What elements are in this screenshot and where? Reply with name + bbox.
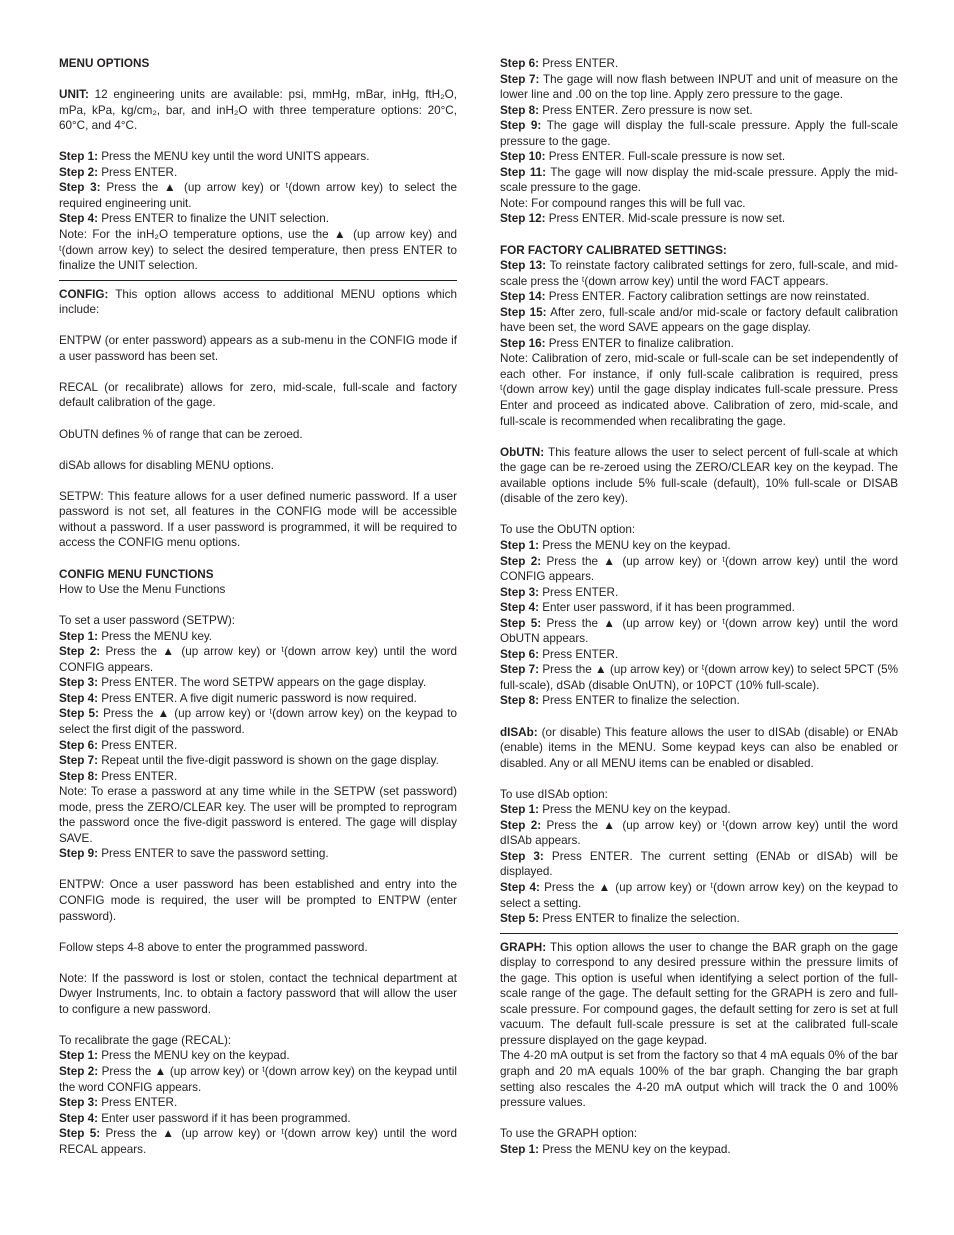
body-text: To use the GRAPH option:	[500, 1127, 638, 1141]
paragraph-spacer	[59, 318, 457, 334]
bold-label: Step 4:	[59, 691, 98, 705]
body-text: Press the ▲ (up arrow key) or ᵗ(down arrow key) on the keypad to select a setting.	[500, 880, 899, 910]
text-paragraph	[59, 56, 457, 72]
body-text: Press ENTER. Factory calibration settings are now reinstated.	[545, 290, 870, 304]
body-text: Press ENTER to finalize the selection.	[538, 912, 740, 926]
body-text: The gage will now display the mid-scale pressure. Apply the mid-scale pressure to the gage.	[500, 165, 898, 195]
text-paragraph	[59, 738, 457, 754]
text-paragraph	[59, 1033, 457, 1049]
bold-label: Step 14:	[500, 290, 546, 304]
bold-label: Step 16:	[500, 336, 546, 350]
body-text: Press the ▲ (up arrow key) or ᵗ(down arrow key) to select 5PCT (5% full-scale), dSAb (disable OnUTN), or 10PCT (10% full-scale).	[500, 663, 899, 692]
paragraph-spacer	[59, 442, 457, 458]
text-paragraph	[59, 769, 457, 785]
bold-label: Step 1:	[59, 1049, 98, 1063]
paragraph-spacer	[59, 955, 457, 971]
bold-label: MENU OPTIONS	[59, 57, 150, 70]
body-text: Press the MENU key on the keypad.	[97, 1049, 290, 1063]
text-paragraph	[59, 458, 457, 474]
text-paragraph	[500, 445, 898, 507]
body-text: 12 engineering units are available: psi, mmHg, mBar, inHg, ftH₂O, mPa, kPa, kg/cm₂, bar, and inH₂O with three temperature options: 20°C, 60°C, and 4°C.	[59, 88, 457, 133]
bold-label: Step 5:	[500, 616, 542, 630]
bold-label: Step 7:	[500, 663, 540, 677]
text-paragraph	[59, 846, 457, 862]
text-paragraph	[500, 849, 898, 880]
text-paragraph	[59, 877, 457, 924]
body-text: ENTPW: Once a user password has been established and entry into the CONFIG mode is required, the user will be prompted to ENTPW (enter password).	[59, 878, 457, 923]
body-text: Press ENTER to save the password setting.	[97, 847, 329, 861]
body-text: ENTPW (or enter password) appears as a sub-menu in the CONFIG mode if a user password has been set.	[59, 334, 457, 363]
body-text: ObUTN defines % of range that can be zeroed.	[59, 427, 303, 441]
body-text: How to Use the Menu Functions	[59, 583, 226, 597]
text-paragraph	[59, 582, 457, 598]
text-paragraph	[500, 693, 898, 709]
text-paragraph	[500, 538, 898, 554]
bold-label: Step 2:	[500, 554, 542, 568]
bold-label: Step 1:	[500, 803, 539, 817]
text-paragraph	[500, 725, 898, 772]
text-paragraph	[500, 211, 898, 227]
body-text: Press the ▲ (up arrow key) or ᵗ(down arrow key) to select the required engineering unit.	[59, 181, 457, 210]
bold-label: Step 4:	[59, 1111, 98, 1125]
text-paragraph	[59, 675, 457, 691]
bold-label: Step 3:	[59, 1096, 98, 1110]
body-text: This option allows access to additional MENU options which include:	[59, 287, 457, 317]
text-paragraph	[59, 489, 457, 551]
body-text: Press ENTER to finalize the UNIT selection.	[97, 212, 329, 226]
paragraph-spacer	[59, 134, 457, 150]
text-paragraph	[500, 165, 898, 196]
text-paragraph	[500, 554, 898, 585]
body-text: Press ENTER. Full-scale pressure is now set.	[545, 150, 786, 164]
body-text: Press ENTER. A five digit numeric password is now required.	[97, 691, 417, 705]
text-paragraph	[500, 616, 898, 647]
bold-label: Step 7:	[500, 72, 540, 86]
bold-label: CONFIG MENU FUNCTIONS	[59, 567, 214, 581]
body-text: The 4-20 mA output is set from the factory so that 4 mA equals 0% of the bar graph and 20 mA equals 100% of the bar graph. Changing the bar graph setting also rescales the 4-20 mA output which will track the 0 and 100% pressure values.	[500, 1049, 898, 1110]
text-paragraph	[59, 1111, 457, 1127]
bold-label: Step 1:	[500, 1142, 539, 1156]
bold-label: Step 1:	[500, 538, 539, 552]
bold-label: Step 3:	[59, 676, 98, 690]
bold-label: Step 6:	[500, 647, 539, 661]
body-text: This feature allows the user to select percent of full-scale at which the gage can be re-zeroed using the ZERO/CLEAR key on the keypad. The available options include 5% full-scale (default), 10% full-scale or DISAB (disable of the zero key).	[500, 445, 898, 506]
bold-label: Step 2:	[59, 1065, 99, 1078]
bold-label: Step 2:	[500, 818, 542, 832]
body-text: Enter user password if it has been programmed.	[97, 1111, 351, 1125]
body-text: Press ENTER.	[538, 57, 619, 70]
bold-label: UNIT:	[59, 88, 89, 102]
paragraph-spacer	[59, 551, 457, 567]
text-paragraph	[500, 787, 898, 803]
text-paragraph	[500, 662, 898, 693]
text-paragraph	[500, 243, 898, 259]
bold-label: Step 7:	[59, 754, 98, 768]
bold-label: Step 3:	[500, 849, 544, 863]
text-paragraph	[59, 940, 457, 956]
text-paragraph	[59, 567, 457, 583]
body-text: Press ENTER.	[97, 165, 178, 179]
section-divider	[500, 933, 898, 934]
body-text: diSAb allows for disabling MENU options.	[59, 458, 275, 472]
text-paragraph	[500, 911, 898, 927]
text-paragraph	[59, 427, 457, 443]
text-paragraph	[59, 87, 457, 134]
body-text: Press ENTER.	[538, 585, 619, 599]
text-paragraph	[59, 753, 457, 769]
bold-label: Step 11:	[500, 165, 547, 179]
bold-label: Step 6:	[59, 738, 98, 752]
body-text: Press ENTER. Zero pressure is now set.	[538, 103, 753, 117]
body-text: Press ENTER.	[97, 1096, 178, 1110]
body-text: Note: To erase a password at any time while in the SETPW (set password) mode, press the ZERO/CLEAR key. The user will be prompted to reprogram the password once the five-digit password is entered. The gage will display SAVE.	[59, 785, 457, 845]
body-text: Note: If the password is lost or stolen, contact the technical department at Dwyer Instruments, Inc. to obtain a factory password that will allow the user to configure a new password.	[59, 971, 457, 1016]
body-text: To reinstate factory calibrated settings for zero, full-scale, and mid-scale press the ᵗ(down arrow key) until the word FACT appears.	[500, 259, 898, 288]
paragraph-spacer	[59, 924, 457, 940]
text-paragraph	[59, 333, 457, 364]
text-paragraph	[59, 180, 457, 211]
paragraph-spacer	[59, 411, 457, 427]
body-text: (or disable) This feature allows the user to dISAb (disable) or ENAb (enable) items in the MENU. Some keypad keys can also be enabled or disabled. Any or all MENU items can be enabled or disabled.	[500, 725, 898, 770]
paragraph-spacer	[59, 72, 457, 88]
bold-label: Step 15:	[500, 305, 547, 319]
paragraph-spacer	[59, 862, 457, 878]
body-text: Follow steps 4-8 above to enter the programmed password.	[59, 940, 368, 954]
text-paragraph	[59, 227, 457, 274]
body-text: The gage will now flash between INPUT and unit of measure on the lower line and .00 on the top line. Apply zero pressure to the gage.	[500, 72, 898, 102]
bold-label: Step 1:	[59, 150, 98, 164]
bold-label: Step 5:	[500, 912, 539, 926]
text-paragraph	[500, 149, 898, 165]
text-paragraph	[59, 644, 457, 675]
text-paragraph	[500, 802, 898, 818]
text-paragraph	[59, 149, 457, 165]
text-paragraph	[500, 1142, 898, 1158]
text-paragraph	[59, 1095, 457, 1111]
text-paragraph	[500, 336, 898, 352]
text-paragraph	[500, 56, 898, 72]
paragraph-spacer	[500, 227, 898, 243]
bold-label: Step 4:	[500, 601, 539, 615]
text-paragraph	[500, 940, 898, 1049]
text-paragraph	[500, 351, 898, 429]
text-paragraph	[500, 103, 898, 119]
bold-label: Step 10:	[500, 150, 546, 164]
body-text: Press the ▲ (up arrow key) or ᵗ(down arrow key) until the word dISAb appears.	[500, 818, 899, 848]
body-text: Press the MENU key on the keypad.	[538, 803, 731, 817]
paragraph-spacer	[500, 709, 898, 725]
body-text: Press the ▲ (up arrow key) or ᵗ(down arrow key) until the word ObUTN appears.	[500, 616, 899, 646]
text-paragraph	[500, 258, 898, 289]
bold-label: dISAb:	[500, 725, 538, 739]
body-text: Press ENTER. The word SETPW appears on the gage display.	[97, 676, 427, 690]
text-paragraph	[59, 971, 457, 1018]
bold-label: Step 8:	[59, 769, 98, 783]
bold-label: Step 1:	[59, 629, 98, 643]
left-column	[59, 56, 457, 1157]
body-text: SETPW: This feature allows for a user defined numeric password. If a user password is not set, all features in the CONFIG mode will be accessible without a password. If a user password is programmed, it will be required to access the CONFIG menu options.	[59, 489, 457, 550]
body-text: Press the MENU key until the word UNITS appears.	[97, 150, 370, 164]
body-text: Press the MENU key on the keypad.	[538, 1142, 731, 1156]
text-paragraph	[59, 691, 457, 707]
text-paragraph	[59, 165, 457, 181]
text-paragraph	[500, 1126, 898, 1142]
text-paragraph	[500, 72, 898, 103]
body-text: RECAL (or recalibrate) allows for zero, mid-scale, full-scale and factory default calibration of the gage.	[59, 380, 457, 410]
body-text: Enter user password, if it has been programmed.	[538, 601, 795, 615]
paragraph-spacer	[59, 473, 457, 489]
bold-label: Step 12:	[500, 212, 546, 226]
text-paragraph	[500, 196, 898, 212]
bold-label: Step 9:	[500, 119, 542, 133]
body-text: To recalibrate the gage (RECAL):	[59, 1033, 232, 1047]
body-text: Press the MENU key.	[97, 629, 213, 643]
text-paragraph	[59, 1048, 457, 1064]
body-text: Press ENTER.	[97, 738, 178, 752]
body-text: Press ENTER to finalize the selection.	[538, 694, 740, 708]
bold-label: Step 8:	[500, 103, 539, 117]
body-text: Press ENTER to finalize calibration.	[545, 336, 734, 350]
text-paragraph	[59, 1064, 457, 1095]
text-paragraph	[500, 600, 898, 616]
body-text: This option allows the user to change the BAR graph on the gage display to correspond to any desired pressure within the pressure limits of the gage. This option is useful when identifying a select portion of the full-scale range of the gage. The default setting for the GRAPH is zero and full-scale pressure. For compound gages, the default setting for zero is set at full vacuum. The default full-scale pressure is set at the calibrated full-scale pressure displayed on the gage keypad.	[500, 940, 898, 1047]
text-paragraph	[500, 647, 898, 663]
bold-label: Step 4:	[500, 880, 540, 894]
text-paragraph	[59, 1126, 457, 1157]
body-text: Note: For the inH₂O temperature options, use the ▲ (up arrow key) and ᵗ(down arrow key) to select the desired temperature, then press ENTER to finalize the UNIT selection.	[59, 228, 457, 273]
bold-label: Step 9:	[59, 847, 98, 861]
bold-label: Step 3:	[59, 181, 101, 195]
body-text: Press the ▲ (up arrow key) or ᵗ(down arrow key) on the keypad to select the first digit of the password.	[59, 707, 458, 736]
bold-label: Step 6:	[500, 57, 539, 70]
body-text: Press ENTER. The current setting (ENAb or dISAb) will be displayed.	[500, 849, 899, 879]
bold-label: Step 3:	[500, 585, 539, 599]
body-text: Press the ▲ (up arrow key) or ᵗ(down arrow key) until the word RECAL appears.	[59, 1127, 458, 1156]
body-text: Press the ▲ (up arrow key) or ᵗ(down arrow key) until the word CONFIG appears.	[59, 645, 458, 674]
paragraph-spacer	[59, 598, 457, 614]
bold-label: ObUTN:	[500, 445, 545, 459]
paragraph-spacer	[59, 364, 457, 380]
text-paragraph	[500, 818, 898, 849]
paragraph-spacer	[500, 507, 898, 523]
body-text: Repeat until the five-digit password is shown on the gage display.	[97, 754, 439, 768]
bold-label: Step 2:	[59, 165, 98, 179]
paragraph-spacer	[500, 771, 898, 787]
text-paragraph	[59, 784, 457, 846]
text-paragraph	[59, 706, 457, 737]
text-paragraph	[59, 629, 457, 645]
text-paragraph	[500, 305, 898, 336]
text-paragraph	[59, 613, 457, 629]
body-text: Note: Calibration of zero, mid-scale or full-scale can be set independently of each other. For instance, if only full-scale calibration is required, press ᵗ(down arrow key) until the gage display indicates full-scale pressure. Press Enter and proceed as indicated above. Calibration of zero, mid-scale, and full-scale is recommended when recalibrating the gage.	[500, 352, 898, 428]
paragraph-spacer	[500, 429, 898, 445]
text-paragraph	[500, 289, 898, 305]
body-text: To use dISAb option:	[500, 787, 608, 801]
section-divider	[59, 280, 457, 281]
body-text: The gage will display the full-scale pressure. Apply the full-scale pressure to the gage.	[500, 119, 898, 148]
bold-label: Step 5:	[59, 707, 99, 721]
body-text: Press the ▲ (up arrow key) or ᵗ(down arrow key) until the word CONFIG appears.	[500, 554, 899, 584]
text-paragraph	[500, 880, 898, 911]
text-paragraph	[59, 380, 457, 411]
text-paragraph	[500, 585, 898, 601]
bold-label: CONFIG:	[59, 287, 109, 301]
body-text: Note: For compound ranges this will be full vac.	[500, 196, 746, 210]
text-paragraph	[59, 211, 457, 227]
text-paragraph	[59, 287, 457, 318]
bold-label: Step 13:	[500, 259, 546, 273]
bold-label: Step 5:	[59, 1127, 101, 1141]
body-text: To set a user password (SETPW):	[59, 614, 236, 628]
bold-label: GRAPH:	[500, 940, 547, 954]
bold-label: Step 2:	[59, 645, 101, 659]
body-text: To use the ObUTN option:	[500, 523, 636, 537]
body-text: After zero, full-scale and/or mid-scale or factory default calibration have been set, the word SAVE appears on the gage display.	[500, 305, 899, 335]
bold-label: FOR FACTORY CALIBRATED SETTINGS:	[500, 243, 727, 257]
body-text: Press ENTER.	[538, 647, 619, 661]
bold-label: Step 8:	[500, 694, 539, 708]
paragraph-spacer	[500, 1111, 898, 1127]
paragraph-spacer	[59, 1017, 457, 1033]
text-paragraph	[500, 118, 898, 149]
body-text: Press ENTER. Mid-scale pressure is now set.	[545, 212, 786, 226]
right-column	[500, 56, 898, 1157]
body-text: Press ENTER.	[97, 769, 178, 783]
body-text: Press the MENU key on the keypad.	[538, 538, 731, 552]
text-paragraph	[500, 522, 898, 538]
text-paragraph	[500, 1048, 898, 1110]
bold-label: Step 4:	[59, 212, 98, 226]
body-text: Press the ▲ (up arrow key) or ᵗ(down arrow key) on the keypad until the word CONFIG appears.	[59, 1065, 457, 1094]
